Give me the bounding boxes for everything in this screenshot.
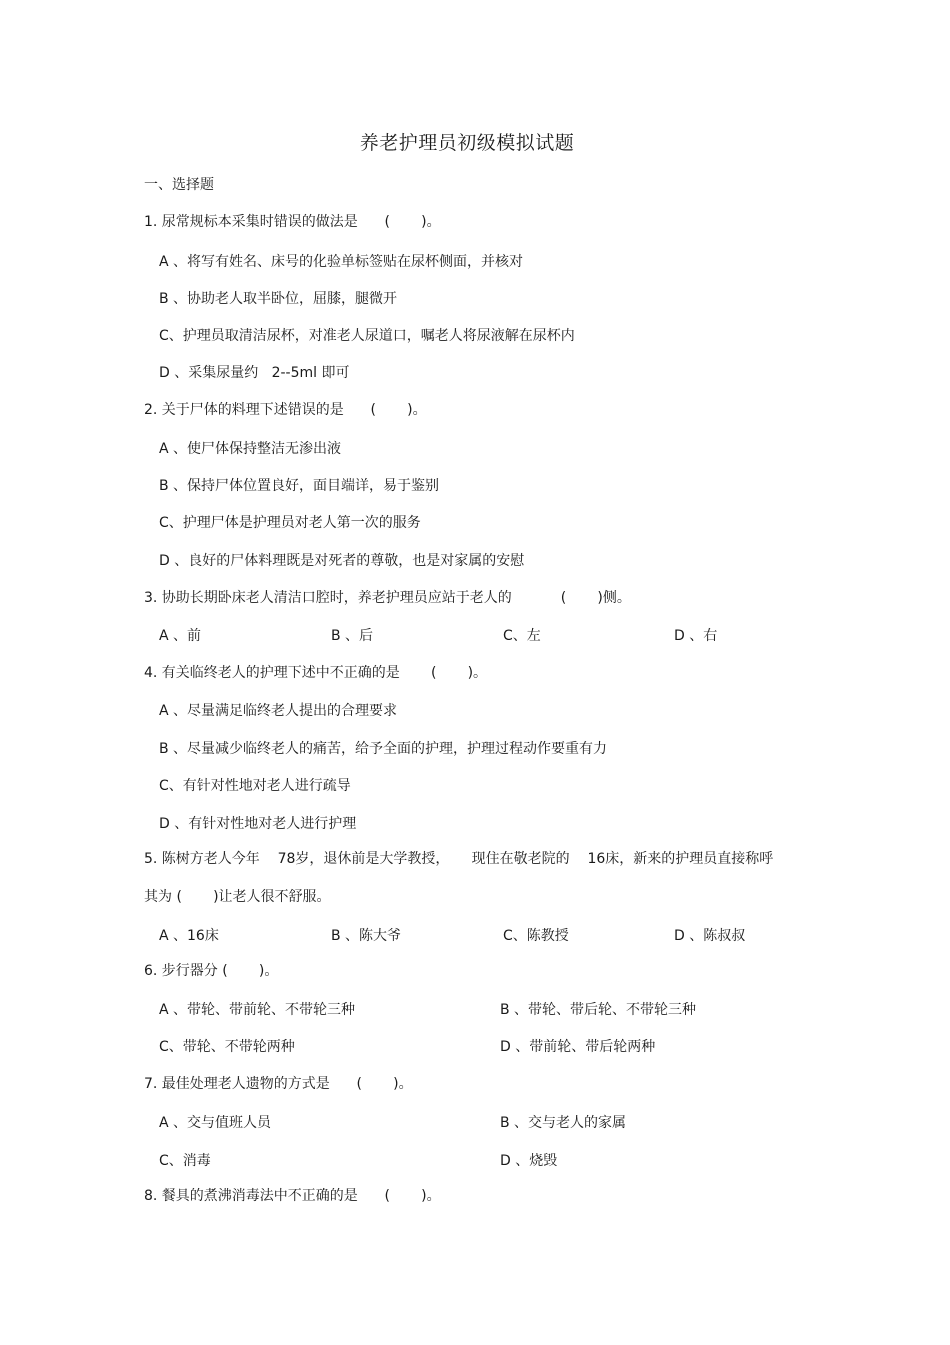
question-4-option-b: B 、尽量减少临终老人的痛苦，给予全面的护理，护理过程动作要重有力 [159, 741, 608, 757]
question-4-option-c: C、有针对性地对老人进行疏导 [159, 778, 351, 794]
document-title: 养老护理员初级模拟试题 [359, 132, 575, 154]
question-3-option-c: C、左 [503, 628, 541, 644]
question-2-option-a: A 、使尸体保持整洁无渗出液 [159, 441, 342, 457]
question-2-option-c: C、护理尸体是护理员对老人第一次的服务 [159, 515, 421, 531]
question-5-option-a: A 、16床 [159, 928, 219, 944]
question-5-option-d: D 、陈叔叔 [674, 928, 746, 944]
question-1-option-b: B 、协助老人取半卧位，屈膝，腿微开 [159, 291, 398, 307]
question-3-option-a: A 、前 [159, 628, 202, 644]
question-1-option-d: D 、采集尿量约 2--5ml 即可 [159, 365, 350, 381]
question-3-option-d: D 、右 [674, 628, 718, 644]
question-2-option-b: B 、保持尸体位置良好，面目端详，易于鉴别 [159, 478, 440, 494]
question-6-option-d: D 、带前轮、带后轮两种 [500, 1039, 656, 1055]
question-7-stem: 7. 最佳处理老人遗物的方式是 ( )。 [144, 1076, 413, 1092]
question-3-stem: 3. 协助长期卧床老人清洁口腔时，养老护理员应站于老人的 ( )侧。 [144, 590, 631, 606]
question-5-stem-line-2: 其为 ( )让老人很不舒服。 [144, 889, 331, 905]
question-3-option-b: B 、后 [331, 628, 374, 644]
question-5-option-b: B 、陈大爷 [331, 928, 402, 944]
question-2-stem: 2. 关于尸体的料理下述错误的是 ( )。 [144, 402, 427, 418]
question-6-option-c: C、带轮、不带轮两种 [159, 1039, 295, 1055]
question-5-option-c: C、陈教授 [503, 928, 569, 944]
question-7-option-c: C、消毒 [159, 1153, 211, 1169]
question-7-option-a: A 、交与值班人员 [159, 1115, 272, 1131]
section-heading: 一、选择题 [144, 177, 214, 193]
question-4-stem: 4. 有关临终老人的护理下述中不正确的是 ( )。 [144, 665, 488, 681]
question-5-stem-line-1: 5. 陈树方老人今年 78岁，退休前是大学教授， 现住在敬老院的 16床，新来的护理员直接称呼 [144, 851, 774, 867]
question-7-option-d: D 、烧毁 [500, 1153, 558, 1169]
question-2-option-d: D 、良好的尸体料理既是对死者的尊敬，也是对家属的安慰 [159, 553, 525, 569]
question-4-option-d: D 、有针对性地对老人进行护理 [159, 816, 357, 832]
question-8-stem: 8. 餐具的煮沸消毒法中不正确的是 ( )。 [144, 1188, 441, 1204]
question-4-option-a: A 、尽量满足临终老人提出的合理要求 [159, 703, 398, 719]
question-1-option-c: C、护理员取清洁尿杯，对准老人尿道口，嘱老人将尿液解在尿杯内 [159, 328, 575, 344]
question-1-option-a: A 、将写有姓名、床号的化验单标签贴在尿杯侧面，并核对 [159, 254, 524, 270]
question-7-option-b: B 、交与老人的家属 [500, 1115, 627, 1131]
question-6-option-a: A 、带轮、带前轮、不带轮三种 [159, 1002, 356, 1018]
question-1-stem: 1. 尿常规标本采集时错误的做法是 ( )。 [144, 214, 441, 230]
question-6-stem: 6. 步行器分 ( )。 [144, 963, 279, 979]
question-6-option-b: B 、带轮、带后轮、不带轮三种 [500, 1002, 697, 1018]
